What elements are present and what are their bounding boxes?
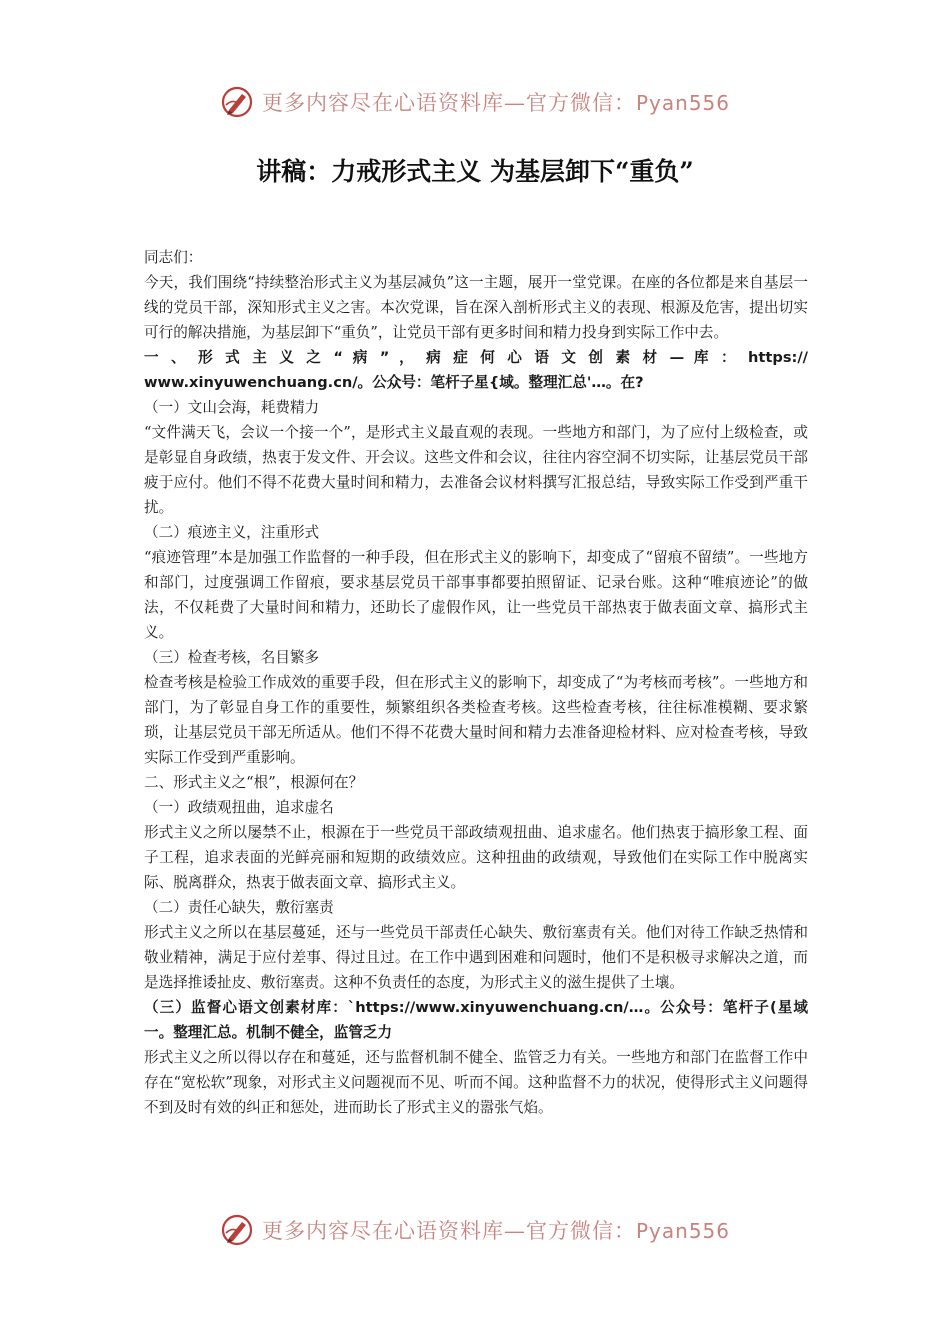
body-paragraph: 形式主义之所以得以存在和蔓延，还与监督机制不健全、监管乏力有关。一些地方和部门在监督工作中存在“宽松软”现象，对形式主义问题视而不见、听而不闻。这种监督不力的状况，使得形式主义问题得不到及时有效的纠正和惩处，进而助长了形式主义的嚣张气焰。 xyxy=(144,1049,808,1116)
banner-wechat: Pyan556 xyxy=(635,91,730,115)
page-title: 讲稿：力戒形式主义 为基层卸下“重负” xyxy=(256,157,694,186)
pen-logo-icon xyxy=(220,85,254,119)
body-paragraph: “痕迹管理”本是加强工作监督的一种手段，但在形式主义的影响下，却变成了“留痕不留绩”。一些地方和部门，过度强调工作留痕，要求基层党员干部事事都要拍照留证、记录台账。这种“唯痕迹论”的做法，不仅耗费了大量时间和精力，还助长了虚假作风，让一些党员干部热衷于做表面文章、搞形式主义。 xyxy=(144,549,808,641)
section-heading: 一 、 形 式 主 义 之 “ 病 ” ， 病 症 何 心 语 文 创 素 材 — 库 ： https:// xyxy=(144,349,808,366)
banner-text xyxy=(262,87,730,117)
banner-text xyxy=(262,1215,730,1245)
body-paragraph: 二、形式主义之“根”，根源何在？ xyxy=(144,774,364,791)
pen-logo-icon xyxy=(220,1213,254,1247)
body-paragraph: “文件满天飞，会议一个接一个”，是形式主义最直观的表现。一些地方和部门，为了应付上级检查，或是彰显自身政绩，热衷于发文件、开会议。这些文件和会议，往往内容空洞不切实际，让基层党员干部疲于应付。他们不得不花费大量时间和精力，去准备会议材料撰写汇报总结，导致实际工作受到严重干扰。 xyxy=(144,424,808,516)
footer-banner xyxy=(0,1208,950,1252)
section-heading: （三）监督心语文创素材库：`https://www.xinyuwenchuang.cn/…。公众号：笔杆子(星域一。整理汇总。机制不健全，监管乏力 xyxy=(144,999,808,1041)
body-paragraph: 检查考核是检验工作成效的重要手段，但在形式主义的影响下，却变成了“为考核而考核”。一些地方和部门，为了彰显自身工作的重要性，频繁组织各类检查考核。这些检查考核，往往标准模糊、要求繁琐，让基层党员干部无所适从。他们不得不花费大量时间和精力去准备迎检材料、应对检查考核，导致实际工作受到严重影响。 xyxy=(144,674,808,766)
body-paragraph: 今天，我们围绕“持续整治形式主义为基层减负”这一主题，展开一堂党课。在座的各位都是来自基层一线的党员干部，深知形式主义之害。本次党课，旨在深入剖析形式主义的表现、根源及危害，提出切实可行的解决措施，为基层卸下“重负”，让党员干部有更多时间和精力投身到实际工作中去。 xyxy=(144,274,808,341)
body-paragraph: （二）责任心缺失，敷衍塞责 xyxy=(144,899,334,916)
section-heading: www.xinyuwenchuang.cn/。公众号：笔杆子星{域。整理汇总'…。在? xyxy=(144,374,644,391)
body-paragraph: （一）政绩观扭曲，追求虚名 xyxy=(144,799,334,816)
banner-wechat: Pyan556 xyxy=(635,1219,730,1243)
body-paragraph: （二）痕迹主义，注重形式 xyxy=(144,524,320,541)
body-paragraph: 形式主义之所以在基层蔓延，还与一些党员干部责任心缺失、敷衍塞责有关。他们对待工作缺乏热情和敬业精神，满足于应付差事、得过且过。在工作中遇到困难和问题时，他们不是积极寻求解决之道，而是选择推诿扯皮、敷衍塞责。这种不负责任的态度，为形式主义的滋生提供了土壤。 xyxy=(144,924,808,991)
document-body xyxy=(144,245,808,1120)
body-paragraph: （一）文山会海，耗费精力 xyxy=(144,399,320,416)
body-paragraph: 同志们： xyxy=(144,249,203,266)
banner-label: 更多内容尽在心语资料库—官方微信： xyxy=(261,1219,636,1243)
body-paragraph: （三）检查考核，名目繁多 xyxy=(144,649,320,666)
banner-label: 更多内容尽在心语资料库—官方微信： xyxy=(261,91,636,115)
body-paragraph: 形式主义之所以屡禁不止，根源在于一些党员干部政绩观扭曲、追求虚名。他们热衷于搞形象工程、面子工程，追求表面的光鲜亮丽和短期的政绩效应。这种扭曲的政绩观，导致他们在实际工作中脱离实际、脱离群众，热衷于做表面文章、搞形式主义。 xyxy=(144,824,808,891)
header-banner xyxy=(0,80,950,124)
